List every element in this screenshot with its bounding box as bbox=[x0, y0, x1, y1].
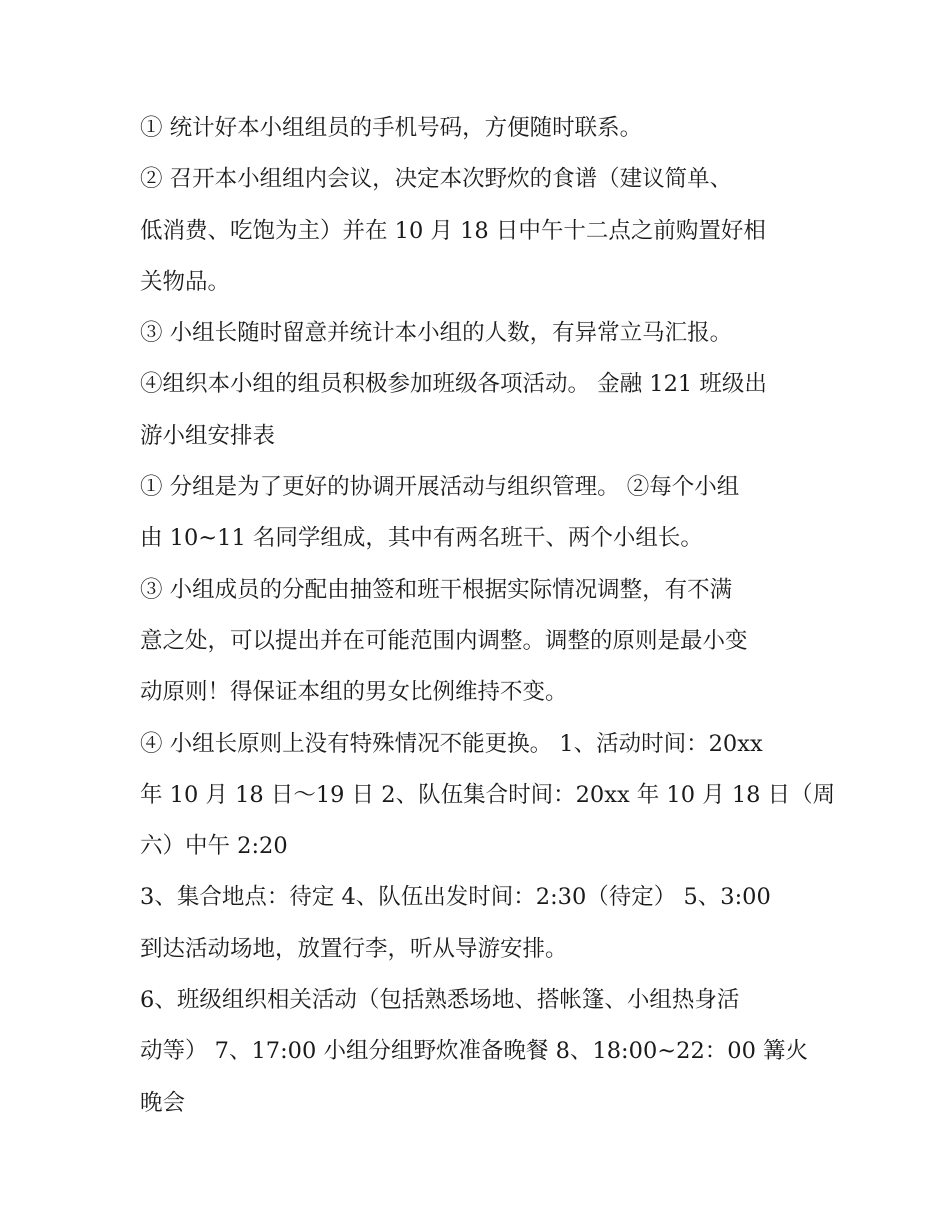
text-line: 低消费、吃饱为主）并在 10 月 18 日中午十二点之前购置好相 bbox=[140, 217, 766, 244]
text-line: 六）中午 2:20 bbox=[140, 833, 288, 860]
text-line: 由 10~11 名同学组成，其中有两名班干、两个小组长。 bbox=[140, 525, 703, 552]
text-line: 3、集合地点：待定 4、队伍出发时间：2:30（待定） 5、3:00 bbox=[140, 884, 771, 911]
text-line: 动等） 7、17:00 小组分组野炊准备晚餐 8、18:00~22：00 篝火 bbox=[140, 1038, 809, 1065]
text-line: 到达活动场地，放置行李，听从导游安排。 bbox=[140, 935, 568, 962]
text-line: ④组织本小组的组员积极参加班级各项活动。 金融 121 班级出 bbox=[140, 371, 767, 398]
text-line: ③ 小组长随时留意并统计本小组的人数，有异常立马汇报。 bbox=[140, 320, 733, 347]
text-line: 晚会 bbox=[140, 1089, 186, 1116]
document-body bbox=[140, 103, 836, 1129]
text-line: ① 分组是为了更好的协调开展活动与组织管理。 ②每个小组 bbox=[140, 474, 740, 501]
text-line: 意之处，可以提出并在可能范围内调整。调整的原则是最小变 bbox=[140, 627, 748, 654]
text-line: 关物品。 bbox=[140, 268, 231, 295]
text-line: 年 10 月 18 日～19 日 2、队伍集合时间：20xx 年 10 月 18 日（周 bbox=[140, 781, 836, 808]
text-line: ④ 小组长原则上没有特殊情况不能更换。 1、活动时间：20xx bbox=[140, 730, 763, 757]
text-line: 6、班级组织相关活动（包括熟悉场地、搭帐篷、小组热身活 bbox=[140, 987, 740, 1014]
text-line: ① 统计好本小组组员的手机号码，方便随时联系。 bbox=[140, 115, 643, 141]
text-line: 游小组安排表 bbox=[140, 422, 276, 449]
text-line: ③ 小组成员的分配由抽签和班干根据实际情况调整，有不满 bbox=[140, 576, 733, 603]
text-line: ② 召开本小组组内会议，决定本次野炊的食谱（建议简单、 bbox=[140, 166, 733, 193]
text-line: 动原则！得保证本组的男女比例维持不变。 bbox=[140, 679, 568, 706]
